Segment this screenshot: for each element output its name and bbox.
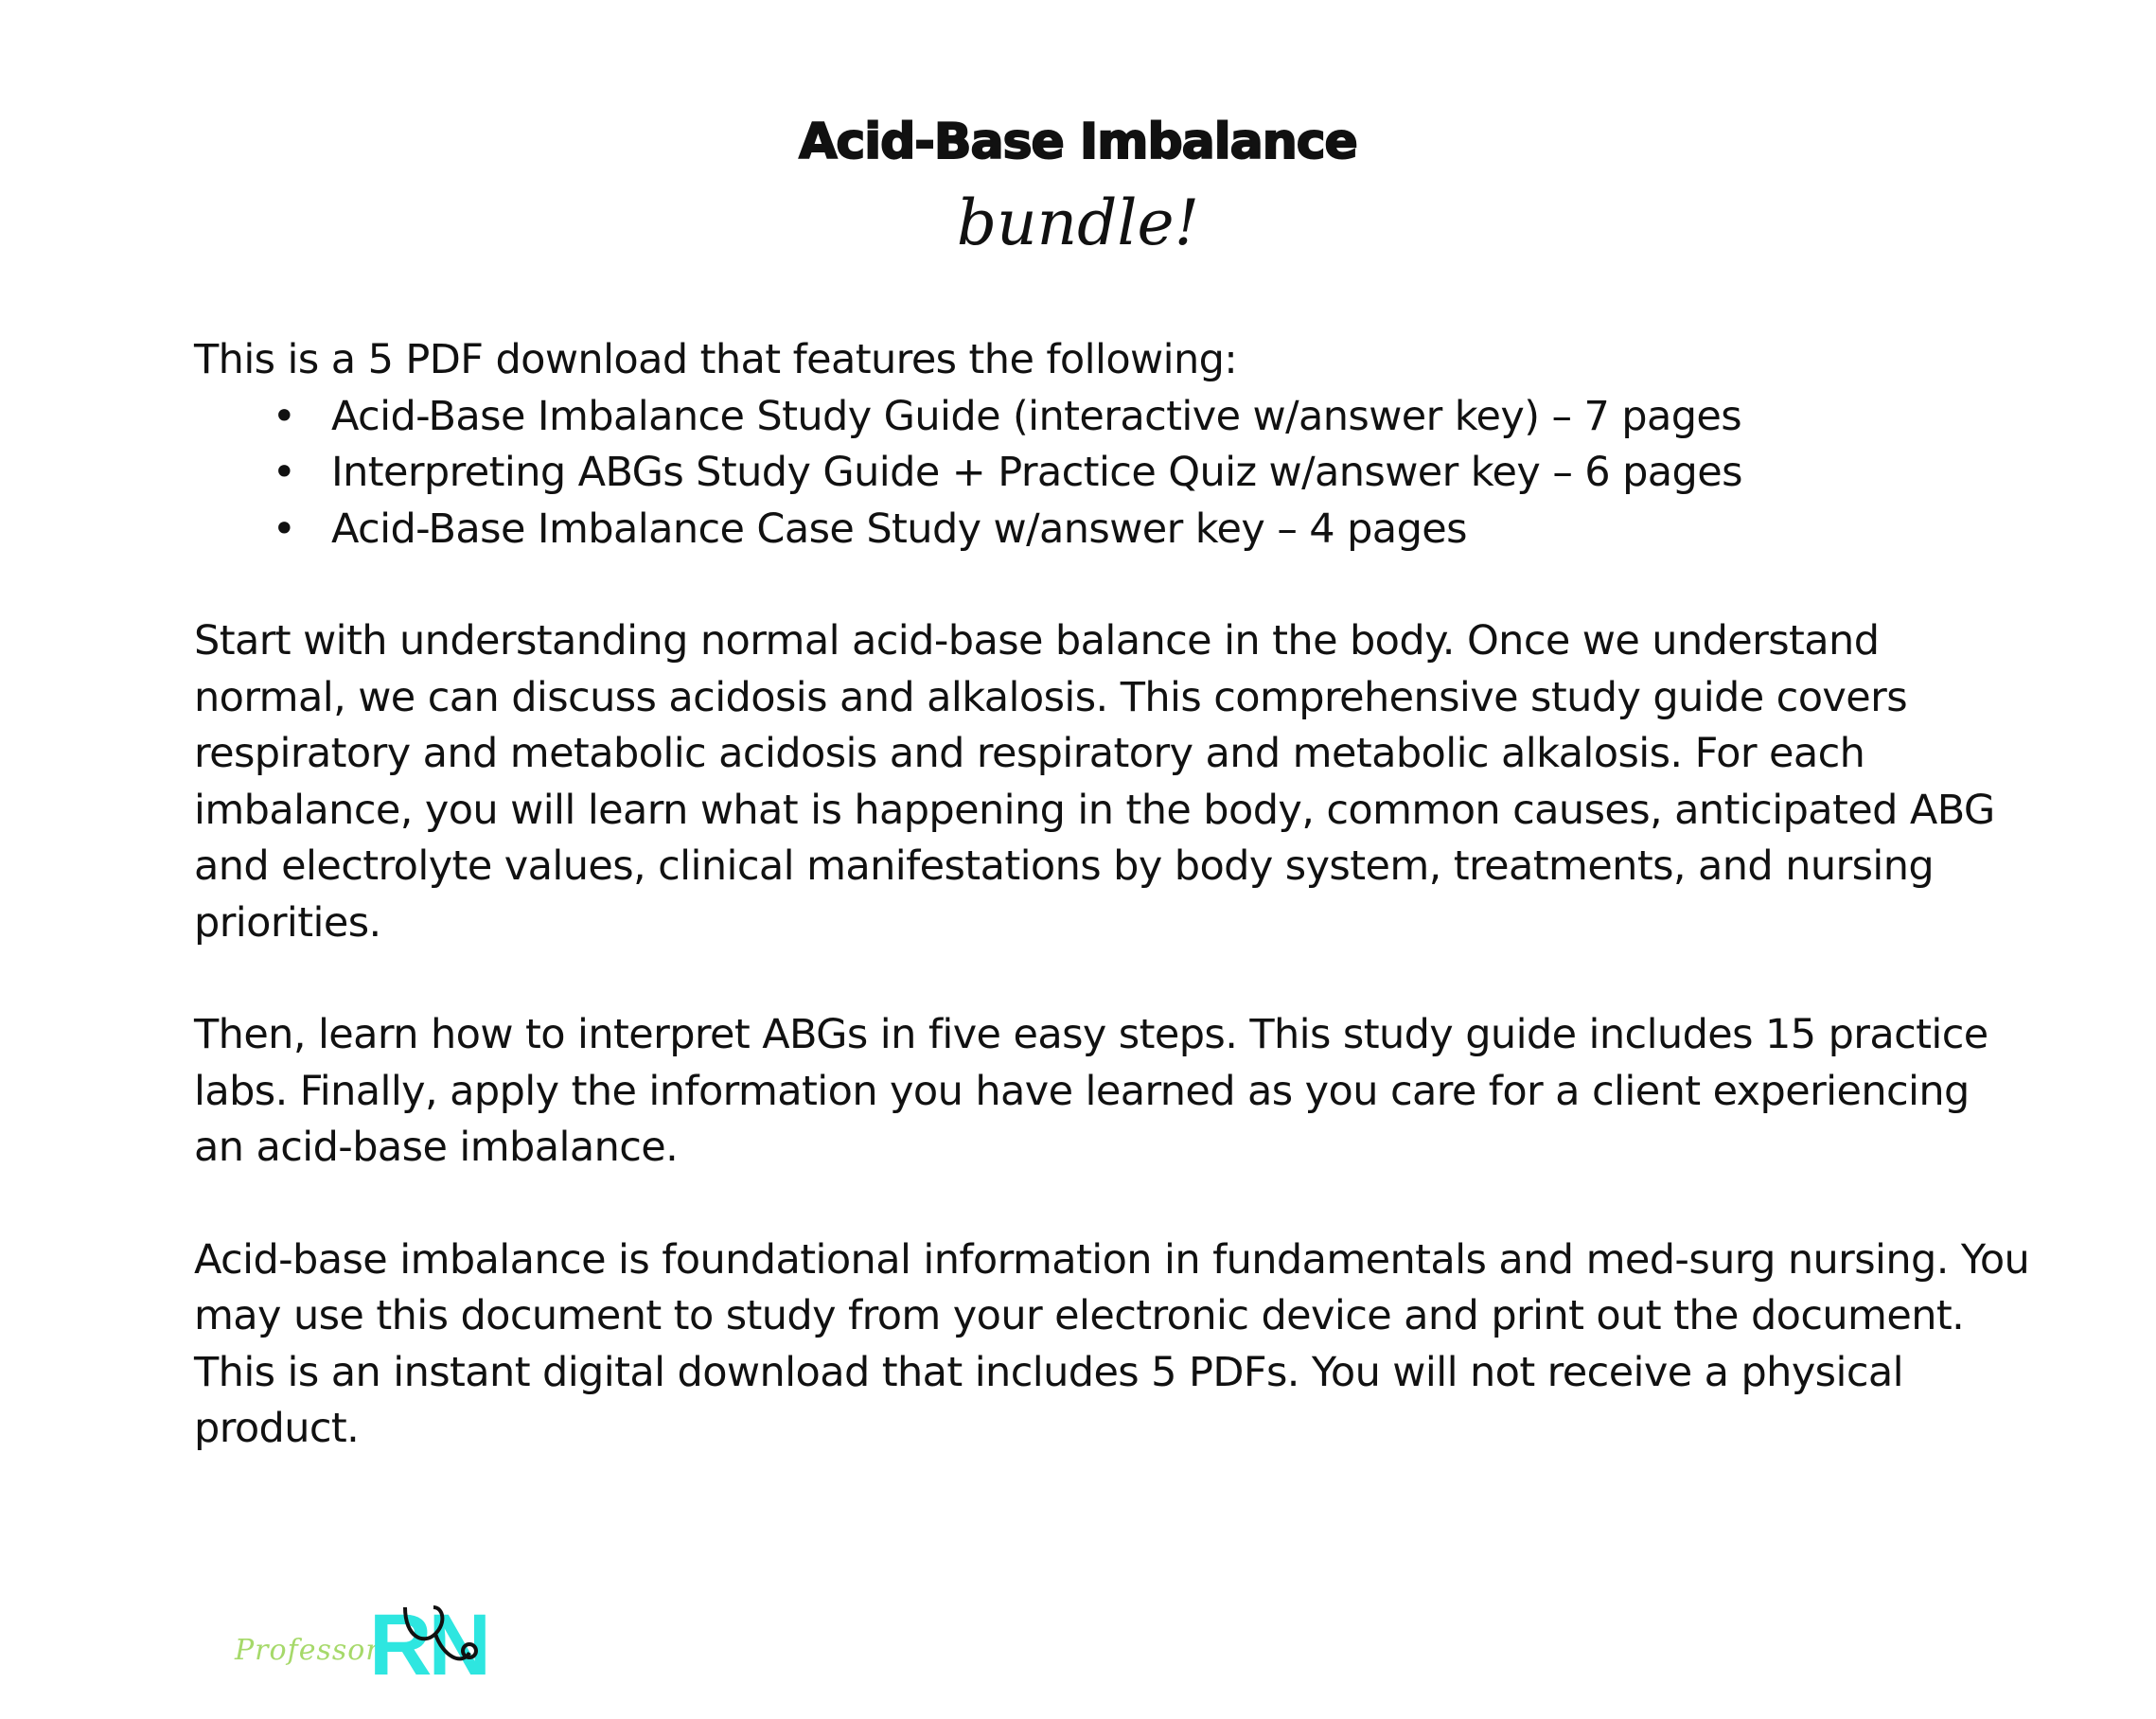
spacer — [194, 1177, 2030, 1232]
spacer — [194, 558, 2030, 613]
paragraph-abgs: Then, learn how to interpret ABGs in five easy steps. This study guide includes 15 practice labs. Finally, apply the information you have learned as you care for a client experiencing an acid-base imbalance. — [194, 1011, 1988, 1171]
stethoscope-icon — [377, 1600, 481, 1694]
spacer — [194, 951, 2030, 1007]
feature-list — [194, 389, 2030, 558]
list-item-text: Interpreting ABGs Study Guide + Practice Quiz w/answer key – 6 pages — [331, 449, 1742, 496]
professor-rn-logo — [235, 1597, 487, 1693]
list-item-text: Acid-Base Imbalance Case Study w/answer key – 4 pages — [331, 505, 1467, 553]
bullet-icon: • — [272, 449, 296, 496]
paragraph-usage: Acid-base imbalance is foundational information in fundamentals and med-surg nursing. You may use this document to study from your electronic device and print out the document. This is an instant digital download that includes 5 PDFs. You will not receive a physical product. — [194, 1235, 2030, 1452]
list-item-text: Acid-Base Imbalance Study Guide (interactive w/answer key) – 7 pages — [331, 392, 1742, 440]
list-item — [194, 502, 2030, 558]
paragraph-overview: Start with understanding normal acid-base balance in the body. Once we understand normal, we can discuss acidosis and alkalosis. This comprehensive study guide covers respiratory and metabolic acidosis and respiratory and metabolic alkalosis. For each imbalance, you will learn what is happening in the body, common causes, anticipated ABG and electrolyte values, clinical manifestations by body system, treatments, and nursing priorities. — [194, 617, 1995, 947]
list-item — [194, 445, 2030, 502]
document-body — [194, 332, 2030, 1458]
document-title: Acid-Base Imbalance — [799, 114, 1357, 170]
document-subtitle: bundle! — [956, 186, 1200, 259]
bullet-icon: • — [272, 505, 296, 553]
logo-mark-text: RN — [369, 1597, 487, 1693]
intro-text: This is a 5 PDF download that features the following: — [194, 336, 1238, 383]
logo-script-text: Professor — [235, 1634, 380, 1667]
bullet-icon: • — [272, 392, 296, 440]
list-item — [194, 389, 2030, 446]
